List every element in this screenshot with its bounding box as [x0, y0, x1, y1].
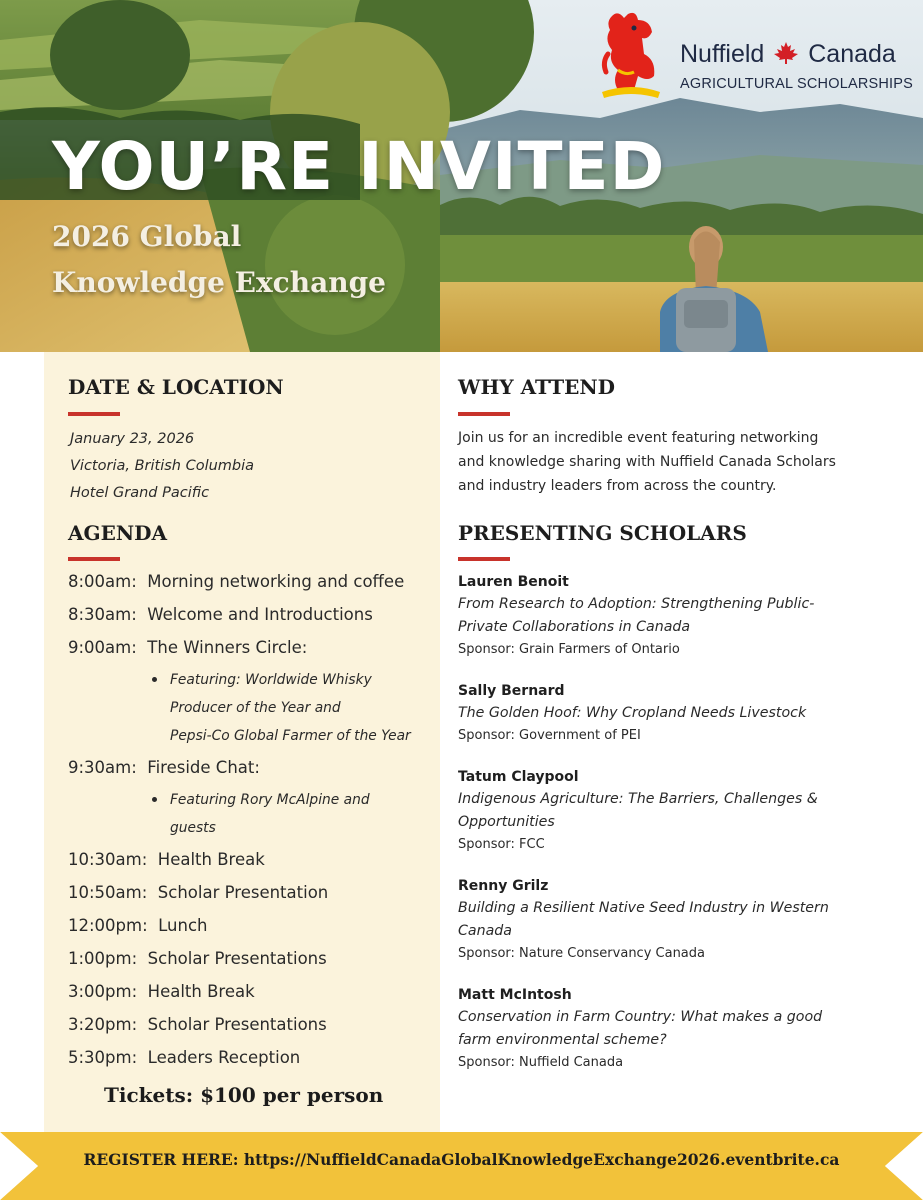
register-link[interactable]: REGISTER HERE: https://NuffieldCanadaGlobalKnowledgeExchange2026.eventbrite.ca — [83, 1150, 840, 1169]
scholar-sponsor: Sponsor: Nature Conservancy Canada — [458, 946, 705, 961]
agenda-time: 1:00pm: — [68, 949, 138, 968]
scholar-entry — [458, 766, 898, 856]
scholar-talk-title-line: The Golden Hoof: Why Cropland Needs Livestock — [458, 705, 807, 721]
agenda-item — [68, 602, 440, 635]
why-attend-text — [458, 426, 878, 498]
bullet-dot-icon — [152, 677, 157, 682]
agenda-label: Health Break — [157, 850, 265, 869]
scholar-name: Tatum Claypool — [458, 769, 579, 785]
agenda-label: Scholar Presentations — [147, 949, 327, 968]
agenda-time: 5:30pm: — [68, 1048, 138, 1067]
maple-leaf-icon — [773, 41, 799, 65]
scholar-sponsor: Sponsor: Government of PEI — [458, 728, 641, 743]
agenda-time: 3:00pm: — [68, 982, 138, 1001]
agenda-label: The Winners Circle: — [147, 638, 308, 657]
event-city: Victoria, British Columbia — [70, 458, 255, 474]
scholar-sponsor: Sponsor: Nuffield Canada — [458, 1055, 624, 1070]
event-name-line1: 2026 Global — [52, 220, 242, 253]
agenda-time: 8:00am: — [68, 572, 137, 591]
agenda-time: 10:30am: — [68, 850, 148, 869]
scholar-talk-title — [458, 897, 898, 943]
agenda-time: 3:20pm: — [68, 1015, 138, 1034]
agenda-item — [68, 946, 440, 979]
agenda-item — [68, 1045, 440, 1078]
scholar-name: Lauren Benoit — [458, 574, 569, 590]
scholar-talk-title — [458, 593, 898, 639]
agenda-sub-text: Featuring: Worldwide Whisky — [170, 672, 372, 688]
scholar-talk-title-line: Building a Resilient Native Seed Industry in Western — [458, 900, 829, 916]
scholar-entry — [458, 680, 898, 747]
agenda-label: Health Break — [147, 982, 255, 1001]
presenting-scholars-heading: PRESENTING SCHOLARS — [458, 521, 747, 545]
scholar-talk-title-line: Canada — [458, 923, 512, 939]
agenda-time: 10:50am: — [68, 883, 148, 902]
why-attend-heading: WHY ATTEND — [458, 375, 615, 399]
event-name-line2: Knowledge Exchange — [52, 266, 386, 299]
scholar-entry — [458, 875, 898, 965]
agenda-sub-bullet — [68, 666, 440, 750]
scholar-sponsor: Sponsor: Grain Farmers of Ontario — [458, 642, 680, 657]
why-attend-line: Join us for an incredible event featuring networking — [458, 430, 819, 446]
agenda-item — [68, 635, 440, 668]
scholar-list — [458, 571, 898, 1093]
agenda-underline — [68, 557, 120, 561]
agenda-sub-line — [68, 666, 440, 694]
scholar-name: Sally Bernard — [458, 683, 565, 699]
scholar-talk-title-line: Private Collaborations in Canada — [458, 619, 691, 635]
logo-name-nuffield: Nuffield — [680, 40, 765, 68]
scholar-talk-title — [458, 1006, 898, 1052]
scholar-name: Matt McIntosh — [458, 987, 572, 1003]
agenda-label: Scholar Presentations — [147, 1015, 327, 1034]
bull-mascot-icon — [598, 10, 664, 100]
scholar-sponsor: Sponsor: FCC — [458, 837, 545, 852]
agenda-label: Welcome and Introductions — [147, 605, 373, 624]
agenda-sub-line — [68, 814, 440, 842]
date-location-heading: DATE & LOCATION — [68, 375, 284, 399]
agenda-sub-text: Producer of the Year and — [170, 700, 341, 716]
logo-name-canada: Canada — [808, 40, 896, 68]
scholar-talk-title — [458, 788, 898, 834]
agenda-time: 9:00am: — [68, 638, 137, 657]
agenda-item — [68, 913, 440, 946]
date-location-underline — [68, 412, 120, 416]
agenda-sub-text: Featuring Rory McAlpine and — [170, 792, 370, 808]
agenda-time: 9:30am: — [68, 758, 137, 777]
scholar-entry — [458, 571, 898, 661]
agenda-sub-line — [68, 786, 440, 814]
agenda-item — [68, 1012, 440, 1045]
event-venue: Hotel Grand Pacific — [70, 485, 210, 501]
agenda-item — [68, 880, 440, 913]
scholar-name: Renny Grilz — [458, 878, 549, 894]
agenda-item — [68, 755, 440, 788]
agenda-label: Morning networking and coffee — [147, 572, 405, 591]
why-attend-line: and knowledge sharing with Nuffield Canada Scholars — [458, 454, 836, 470]
agenda-list — [68, 569, 440, 1078]
agenda-label: Scholar Presentation — [157, 883, 329, 902]
agenda-label: Leaders Reception — [147, 1048, 301, 1067]
event-date: January 23, 2026 — [70, 431, 195, 447]
scholar-talk-title-line: From Research to Adoption: Strengthening Public- — [458, 596, 815, 612]
agenda-sub-text: Pepsi-Co Global Farmer of the Year — [170, 728, 411, 744]
logo-tagline: AGRICULTURAL SCHOLARSHIPS — [680, 76, 914, 92]
agenda-sub-line — [68, 694, 440, 722]
scholar-talk-title — [458, 702, 898, 725]
hero-title: YOU’RE INVITED — [52, 128, 666, 205]
scholar-talk-title-line: Conservation in Farm Country: What makes a good — [458, 1009, 823, 1025]
agenda-heading: AGENDA — [68, 521, 167, 545]
agenda-sub-text: guests — [170, 820, 216, 836]
scholar-talk-title-line: Opportunities — [458, 814, 555, 830]
hero-banner — [0, 0, 923, 352]
agenda-time: 12:00pm: — [68, 916, 148, 935]
agenda-label: Fireside Chat: — [147, 758, 260, 777]
bullet-dot-icon — [152, 797, 157, 802]
why-attend-line: and industry leaders from across the country. — [458, 478, 777, 494]
logo-wordmark — [680, 40, 896, 69]
agenda-label: Lunch — [158, 916, 208, 935]
agenda-sub-bullet — [68, 786, 440, 842]
agenda-time: 8:30am: — [68, 605, 137, 624]
why-attend-underline — [458, 412, 510, 416]
scholar-talk-title-line: farm environmental scheme? — [458, 1032, 667, 1048]
scholar-entry — [458, 984, 898, 1074]
agenda-sub-line — [68, 722, 440, 750]
agenda-item — [68, 569, 440, 602]
agenda-item — [68, 847, 440, 880]
scholar-talk-title-line: Indigenous Agriculture: The Barriers, Challenges & — [458, 791, 818, 807]
nuffield-logo — [596, 10, 914, 102]
agenda-item — [68, 979, 440, 1012]
presenting-scholars-underline — [458, 557, 510, 561]
ticket-price: Tickets: $100 per person — [104, 1083, 384, 1107]
date-location-details — [70, 426, 254, 507]
